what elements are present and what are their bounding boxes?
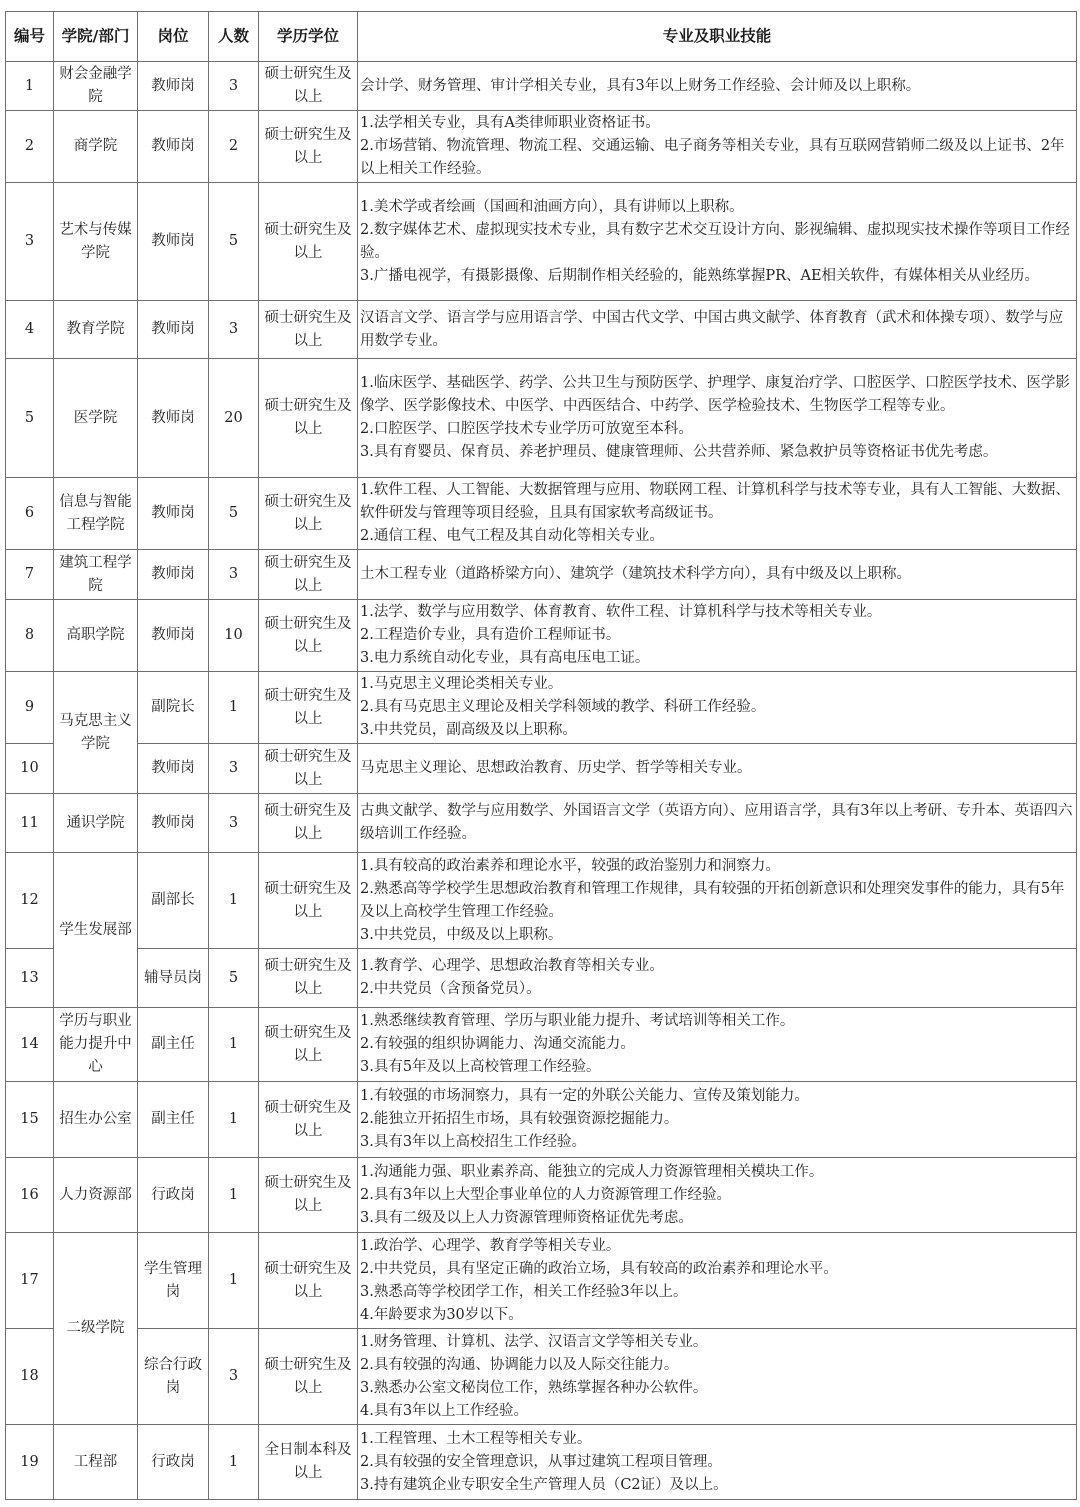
cell-education: 硕士研究生及以上 xyxy=(259,1233,358,1329)
cell-dept: 财会金融学院 xyxy=(54,62,138,111)
recruitment-table xyxy=(5,11,1077,1500)
cell-id: 1 xyxy=(6,62,54,111)
cell-post: 行政岗 xyxy=(138,1158,209,1233)
cell-id: 3 xyxy=(6,183,54,301)
table-row xyxy=(6,1233,1077,1329)
cell-education: 硕士研究生及以上 xyxy=(259,744,358,794)
cell-post: 综合行政岗 xyxy=(138,1329,209,1425)
cell-count: 3 xyxy=(209,550,259,600)
cell-education: 硕士研究生及以上 xyxy=(259,301,358,359)
table-row xyxy=(6,1008,1077,1082)
cell-id: 5 xyxy=(6,359,54,478)
cell-education: 硕士研究生及以上 xyxy=(259,62,358,111)
requirement-line: 马克思主义理论、思想政治教育、历史学、哲学等相关专业。 xyxy=(360,760,752,776)
cell-post: 副主任 xyxy=(138,1008,209,1082)
requirement-line: 1.教育学、心理学、思想政治教育等相关专业。 xyxy=(360,958,664,974)
requirement-line: 2.能独立开拓招生市场，具有较强资源挖掘能力。 xyxy=(360,1111,679,1127)
cell-post: 行政岗 xyxy=(138,1425,209,1500)
table-row xyxy=(6,1425,1077,1500)
cell-post: 副部长 xyxy=(138,853,209,949)
cell-post: 教师岗 xyxy=(138,794,209,853)
requirement-line: 3.具有3年以上高校招生工作经验。 xyxy=(360,1134,587,1150)
cell-dept: 教育学院 xyxy=(54,301,138,359)
cell-id: 8 xyxy=(6,600,54,672)
requirement-line: 3.熟悉办公室文秘岗位工作，熟练掌握各种办公软件。 xyxy=(360,1379,708,1396)
cell-requirements xyxy=(358,550,1077,600)
requirement-line: 2.具有较强的沟通、协调能力以及人际交往能力。 xyxy=(360,1356,679,1373)
cell-count: 3 xyxy=(209,744,259,794)
cell-requirements xyxy=(358,183,1077,301)
requirement-line: 1.政治学、心理学、教育学等相关专业。 xyxy=(360,1237,621,1254)
table-row xyxy=(6,478,1077,550)
cell-dept: 商学院 xyxy=(54,111,138,183)
cell-count: 2 xyxy=(209,111,259,183)
cell-id: 12 xyxy=(6,853,54,949)
cell-education: 硕士研究生及以上 xyxy=(259,1008,358,1082)
requirement-line: 3.熟悉高等学校团学工作，相关工作经验3年以上。 xyxy=(360,1283,688,1300)
requirement-line: 2.市场营销、物流管理、物流工程、交通运输、电子商务等相关专业，具有互联网营销师二级及以上证书、2年以上相关工作经验。 xyxy=(360,138,1065,177)
requirement-line: 1.软件工程、人工智能、大数据管理与应用、物联网工程、计算机科学与技术等专业，具有人工智能、大数据、软件研发与管理等项目经验，且具有国家软考高级证书。 xyxy=(360,482,1070,521)
requirement-line: 3.具有育婴员、保育员、养老护理员、健康管理师、公共营养师、紧急救护员等资格证书优先考虑。 xyxy=(360,444,998,460)
requirement-line: 土木工程专业（道路桥梁方向）、建筑学（建筑技术科学方向），具有中级及以上职称。 xyxy=(360,566,911,582)
header-dept: 学院/部门 xyxy=(54,12,138,62)
cell-id: 2 xyxy=(6,111,54,183)
cell-requirements xyxy=(358,1425,1077,1500)
cell-post: 学生管理岗 xyxy=(138,1233,209,1329)
cell-dept: 学历与职业能力提升中心 xyxy=(54,1008,138,1082)
cell-education: 硕士研究生及以上 xyxy=(259,1082,358,1158)
cell-dept: 二级学院 xyxy=(54,1233,138,1425)
cell-post: 教师岗 xyxy=(138,550,209,600)
requirement-line: 3.中共党员，副高级及以上职称。 xyxy=(360,722,577,738)
requirement-line: 1.沟通能力强、职业素养高、能独立的完成人力资源管理相关模块工作。 xyxy=(360,1163,824,1180)
table-row xyxy=(6,1329,1077,1425)
requirement-line: 3.电力系统自动化专业，具有高电压电工证。 xyxy=(360,650,650,666)
cell-requirements xyxy=(358,1008,1077,1082)
cell-id: 11 xyxy=(6,794,54,853)
cell-count: 1 xyxy=(209,1082,259,1158)
cell-id: 4 xyxy=(6,301,54,359)
table-row xyxy=(6,794,1077,853)
requirement-line: 1.临床医学、基础医学、药学、公共卫生与预防医学、护理学、康复治疗学、口腔医学、口腔医学技术、医学影像学、医学影像技术、中医学、中西医结合、中药学、医学检验技术、生物医学工程等专业。 xyxy=(360,375,1070,414)
cell-dept: 高职学院 xyxy=(54,600,138,672)
cell-education: 硕士研究生及以上 xyxy=(259,111,358,183)
table-row xyxy=(6,359,1077,478)
cell-education: 硕士研究生及以上 xyxy=(259,550,358,600)
cell-dept: 信息与智能工程学院 xyxy=(54,478,138,550)
cell-dept: 招生办公室 xyxy=(54,1082,138,1158)
requirement-line: 会计学、财务管理、审计学相关专业，具有3年以上财务工作经验、会计师及以上职称。 xyxy=(360,77,921,94)
cell-education: 硕士研究生及以上 xyxy=(259,672,358,744)
cell-dept: 人力资源部 xyxy=(54,1158,138,1233)
cell-count: 5 xyxy=(209,478,259,550)
requirement-line: 4.具有3年以上工作经验。 xyxy=(360,1402,529,1419)
requirement-line: 2.通信工程、电气工程及其自动化等相关专业。 xyxy=(360,528,664,544)
cell-dept: 马克思主义学院 xyxy=(54,672,138,794)
cell-requirements xyxy=(358,1158,1077,1233)
cell-requirements xyxy=(358,853,1077,949)
requirement-line: 2.熟悉高等学校学生思想政治教育和管理工作规律，具有较强的开拓创新意识和处理突发事件的能力，具有5年及以上高校学生管理工作经验。 xyxy=(360,880,1065,920)
cell-count: 5 xyxy=(209,949,259,1008)
cell-id: 17 xyxy=(6,1233,54,1329)
requirement-line: 1.法学、数学与应用数学、体育教育、软件工程、计算机科学与技术等相关专业。 xyxy=(360,604,882,620)
table-row xyxy=(6,550,1077,600)
table-row xyxy=(6,1082,1077,1158)
cell-count: 1 xyxy=(209,853,259,949)
cell-count: 1 xyxy=(209,672,259,744)
cell-dept: 医学院 xyxy=(54,359,138,478)
requirement-line: 2.有较强的组织协调能力、沟通交流能力。 xyxy=(360,1036,635,1052)
requirement-line: 4.年龄要求为30岁以下。 xyxy=(360,1306,523,1323)
cell-dept: 通识学院 xyxy=(54,794,138,853)
cell-count: 20 xyxy=(209,359,259,478)
header-education: 学历学位 xyxy=(259,12,358,62)
cell-id: 13 xyxy=(6,949,54,1008)
requirement-line: 2.具有较强的安全管理意识，从事过建筑工程项目管理。 xyxy=(360,1453,722,1470)
cell-requirements xyxy=(358,478,1077,550)
cell-count: 1 xyxy=(209,1158,259,1233)
requirement-line: 1.熟悉继续教育管理、学历与职业能力提升、考试培训等相关工作。 xyxy=(360,1013,795,1029)
cell-education: 硕士研究生及以上 xyxy=(259,949,358,1008)
cell-dept: 建筑工程学院 xyxy=(54,550,138,600)
cell-count: 10 xyxy=(209,600,259,672)
cell-education: 硕士研究生及以上 xyxy=(259,794,358,853)
table-row xyxy=(6,600,1077,672)
cell-count: 3 xyxy=(209,1329,259,1425)
cell-post: 辅导员岗 xyxy=(138,949,209,1008)
cell-requirements xyxy=(358,794,1077,853)
cell-count: 5 xyxy=(209,183,259,301)
cell-requirements xyxy=(358,62,1077,111)
cell-education: 硕士研究生及以上 xyxy=(259,1329,358,1425)
table-row xyxy=(6,301,1077,359)
table-row xyxy=(6,949,1077,1008)
requirement-line: 2.口腔医学、口腔医学技术专业学历可放宽至本科。 xyxy=(360,421,693,437)
table-row xyxy=(6,1158,1077,1233)
requirement-line: 1.法学相关专业，具有A类律师职业资格证书。 xyxy=(360,115,660,131)
cell-post: 副院长 xyxy=(138,672,209,744)
cell-requirements xyxy=(358,301,1077,359)
requirement-line: 汉语言文学、语言学与应用语言学、中国古代文学、中国古典文献学、体育教育（武术和体操专项）、数学与应用数学专业。 xyxy=(360,309,1064,349)
cell-requirements xyxy=(358,359,1077,478)
cell-post: 教师岗 xyxy=(138,744,209,794)
cell-post: 教师岗 xyxy=(138,301,209,359)
requirement-line: 2.具有3年以上大型企事业单位的人力资源管理工作经验。 xyxy=(360,1186,732,1203)
cell-education: 硕士研究生及以上 xyxy=(259,359,358,478)
requirement-line: 2.具有马克思主义理论及相关学科领域的教学、科研工作经验。 xyxy=(360,699,766,715)
table-row xyxy=(6,672,1077,744)
requirement-line: 2.数字媒体艺术、虚拟现实技术专业，具有数字艺术交互设计方向、影视编辑、虚拟现实技术操作等项目工作经验。 xyxy=(360,221,1070,261)
cell-education: 硕士研究生及以上 xyxy=(259,853,358,949)
table-row xyxy=(6,62,1077,111)
cell-id: 19 xyxy=(6,1425,54,1500)
cell-post: 副主任 xyxy=(138,1082,209,1158)
cell-count: 3 xyxy=(209,301,259,359)
requirement-line: 古典文献学、数学与应用数学、外国语言文学（英语方向）、应用语言学，具有3年以上考研、专升本、英语四六级培训工作经验。 xyxy=(360,803,1073,842)
cell-education: 硕士研究生及以上 xyxy=(259,600,358,672)
cell-id: 16 xyxy=(6,1158,54,1233)
cell-post: 教师岗 xyxy=(138,600,209,672)
cell-count: 1 xyxy=(209,1425,259,1500)
cell-requirements xyxy=(358,1082,1077,1158)
requirement-line: 3.具有二级及以上人力资源管理师资格证优先考虑。 xyxy=(360,1209,693,1226)
cell-id: 14 xyxy=(6,1008,54,1082)
cell-post: 教师岗 xyxy=(138,183,209,301)
requirement-line: 3.具有5年及以上高校管理工作经验。 xyxy=(360,1059,601,1075)
cell-dept: 学生发展部 xyxy=(54,853,138,1008)
cell-id: 18 xyxy=(6,1329,54,1425)
cell-education: 硕士研究生及以上 xyxy=(259,1158,358,1233)
cell-count: 3 xyxy=(209,794,259,853)
cell-requirements xyxy=(358,111,1077,183)
cell-education: 硕士研究生及以上 xyxy=(259,478,358,550)
cell-id: 15 xyxy=(6,1082,54,1158)
cell-dept: 工程部 xyxy=(54,1425,138,1500)
requirement-line: 3.广播电视学，有摄影摄像、后期制作相关经验的，能熟练掌握PR、AE相关软件，有媒体相关从业经历。 xyxy=(360,267,1040,284)
header-count: 人数 xyxy=(209,12,259,62)
table-row xyxy=(6,183,1077,301)
requirement-line: 3.持有建筑企业专职安全生产管理人员（C2证）及以上。 xyxy=(360,1476,728,1493)
requirement-line: 2.工程造价专业，具有造价工程师证书。 xyxy=(360,627,621,643)
cell-count: 1 xyxy=(209,1008,259,1082)
cell-requirements xyxy=(358,744,1077,794)
cell-count: 1 xyxy=(209,1233,259,1329)
requirement-line: 1.财务管理、计算机、法学、汉语言文学等相关专业。 xyxy=(360,1333,708,1350)
table-header-row xyxy=(6,12,1077,62)
requirement-line: 2.中共党员（含预备党员）。 xyxy=(360,981,541,997)
cell-id: 9 xyxy=(6,672,54,744)
cell-id: 10 xyxy=(6,744,54,794)
requirement-line: 3.中共党员，中级及以上职称。 xyxy=(360,926,563,943)
header-requirements: 专业及职业技能 xyxy=(358,12,1077,62)
requirement-line: 1.马克思主义理论类相关专业。 xyxy=(360,676,563,692)
header-post: 岗位 xyxy=(138,12,209,62)
requirement-line: 1.具有较高的政治素养和理论水平，较强的政治鉴别力和洞察力。 xyxy=(360,857,780,874)
header-id: 编号 xyxy=(6,12,54,62)
cell-post: 教师岗 xyxy=(138,62,209,111)
table-row xyxy=(6,744,1077,794)
requirement-line: 2.中共党员，具有坚定正确的政治立场，具有较高的政治素养和理论水平。 xyxy=(360,1260,838,1277)
requirement-line: 1.美术学或者绘画（国画和油画方向），具有讲师以上职称。 xyxy=(360,198,744,215)
requirement-line: 1.有较强的市场洞察力，具有一定的外联公关能力、宣传及策划能力。 xyxy=(360,1088,809,1104)
cell-post: 教师岗 xyxy=(138,478,209,550)
cell-dept: 艺术与传媒学院 xyxy=(54,183,138,301)
table-row xyxy=(6,111,1077,183)
cell-requirements xyxy=(358,600,1077,672)
cell-id: 7 xyxy=(6,550,54,600)
cell-requirements xyxy=(358,1233,1077,1329)
cell-requirements xyxy=(358,672,1077,744)
cell-post: 教师岗 xyxy=(138,359,209,478)
cell-requirements xyxy=(358,1329,1077,1425)
cell-requirements xyxy=(358,949,1077,1008)
cell-post: 教师岗 xyxy=(138,111,209,183)
cell-count: 3 xyxy=(209,62,259,111)
table-row xyxy=(6,853,1077,949)
cell-id: 6 xyxy=(6,478,54,550)
requirement-line: 1.工程管理、土木工程等相关专业。 xyxy=(360,1430,592,1447)
cell-education: 全日制本科及以上 xyxy=(259,1425,358,1500)
cell-education: 硕士研究生及以上 xyxy=(259,183,358,301)
